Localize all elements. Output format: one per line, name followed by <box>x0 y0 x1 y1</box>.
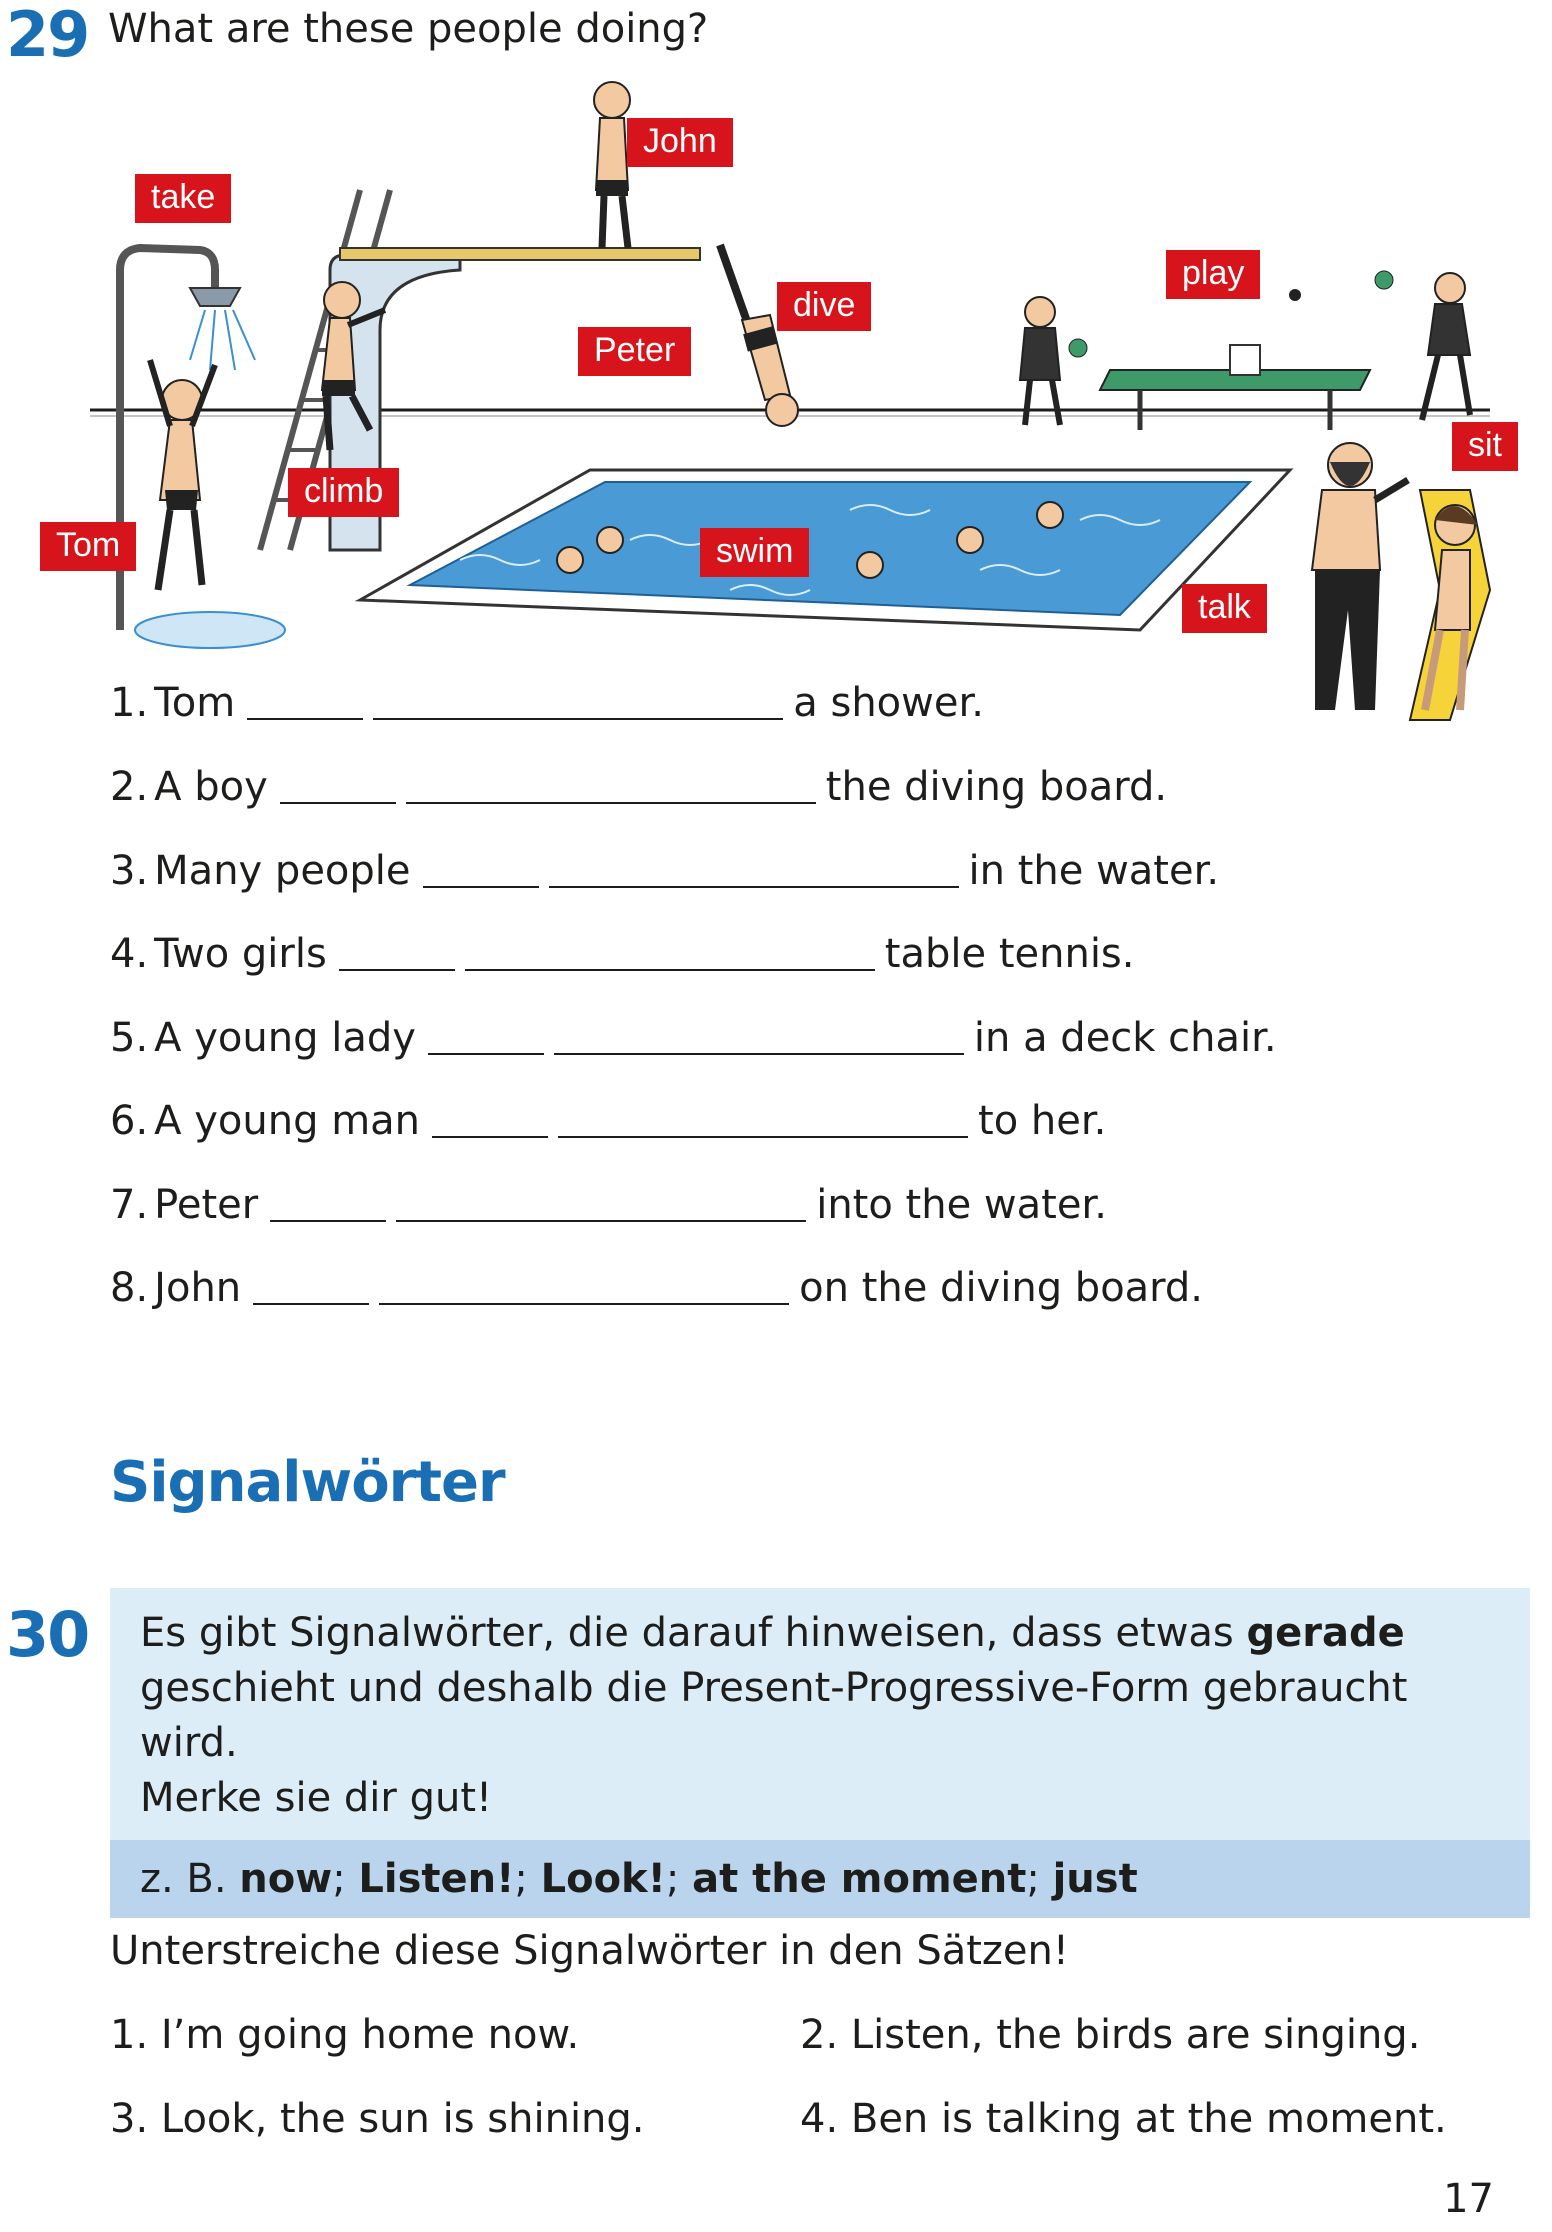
sentence-end: to her. <box>978 1098 1107 1144</box>
practice-sentence[interactable]: 2. Listen, the birds are singing. <box>800 2012 1421 2058</box>
answer-blank-short[interactable] <box>423 852 539 888</box>
signal-word: just <box>1052 1856 1138 1902</box>
info-box-examples <box>110 1840 1530 1918</box>
sentence-end: into the water. <box>816 1182 1107 1228</box>
instruction-text: Unterstreiche diese Signalwörter in den Sätzen! <box>110 1928 1069 1974</box>
sentence-number: 5. <box>110 1015 149 1061</box>
sentence-row <box>110 1182 1107 1228</box>
peter-figure <box>720 245 798 426</box>
page-number: 17 <box>1443 2176 1494 2222</box>
answer-blank-short[interactable] <box>253 1269 369 1305</box>
label-talk: talk <box>1182 584 1267 633</box>
signal-word: now <box>239 1856 333 1902</box>
sentence-number: 6. <box>110 1098 149 1144</box>
sentence-number: 1. <box>110 680 149 726</box>
young-man-figure <box>1312 443 1408 710</box>
answer-blank-long[interactable] <box>379 1269 789 1305</box>
signal-word: at the moment <box>692 1856 1027 1902</box>
exercise-29-number: 29 <box>6 0 89 71</box>
sentence-row <box>110 1265 1203 1311</box>
sentence-end: in the water. <box>968 848 1220 894</box>
sentence-end: in a deck chair. <box>973 1015 1277 1061</box>
sentence-start: Peter <box>154 1182 259 1228</box>
answer-blank-short[interactable] <box>428 1019 544 1055</box>
pool-scene-drawing <box>30 70 1530 750</box>
label-peter: Peter <box>578 327 691 376</box>
label-swim: swim <box>700 528 809 577</box>
sentence-end: table tennis. <box>884 931 1135 977</box>
answer-blank-short[interactable] <box>280 768 396 804</box>
sentence-number: 2. <box>110 764 149 810</box>
sentence-start: A young lady <box>154 1015 416 1061</box>
answer-blank-long[interactable] <box>406 768 816 804</box>
label-dive: dive <box>777 282 871 331</box>
answer-blank-long[interactable] <box>465 935 875 971</box>
separator: ; <box>1026 1856 1053 1902</box>
sentence-number: 3. <box>110 848 149 894</box>
info-bold-word: gerade <box>1246 1610 1405 1656</box>
sentence-end: a shower. <box>793 680 984 726</box>
answer-blank-long[interactable] <box>554 1019 964 1055</box>
sentence-start: Tom <box>154 680 236 726</box>
info-box-text <box>110 1588 1530 1840</box>
practice-sentence[interactable]: 3. Look, the sun is shining. <box>110 2096 645 2142</box>
answer-blank-short[interactable] <box>270 1186 386 1222</box>
answer-blank-short[interactable] <box>432 1102 548 1138</box>
sentence-start: Two girls <box>154 931 327 977</box>
sentence-row <box>110 764 1167 810</box>
answer-blank-short[interactable] <box>247 684 363 720</box>
signal-word: Listen! <box>358 1856 515 1902</box>
tom-figure <box>150 360 215 590</box>
practice-sentence[interactable]: 4. Ben is talking at the moment. <box>800 2096 1447 2142</box>
separator: ; <box>514 1856 541 1902</box>
info-box <box>110 1588 1530 1918</box>
sentence-start: John <box>154 1265 242 1311</box>
example-prefix: z. B. <box>140 1856 240 1902</box>
deck-chair-drawing <box>1410 490 1490 720</box>
exercise-30-number: 30 <box>6 1598 89 1671</box>
sentence-number: 4. <box>110 931 149 977</box>
label-take: take <box>135 174 231 223</box>
sentence-end: the diving board. <box>825 764 1168 810</box>
sentence-start: A young man <box>154 1098 421 1144</box>
answer-blank-long[interactable] <box>558 1102 968 1138</box>
sentence-row <box>110 1098 1106 1144</box>
answer-blank-long[interactable] <box>373 684 783 720</box>
info-line-c: Merke sie dir gut! <box>140 1775 493 1821</box>
sentence-start: Many people <box>154 848 411 894</box>
sentence-number: 8. <box>110 1265 149 1311</box>
practice-sentence[interactable]: 1. I’m going home now. <box>110 2012 580 2058</box>
separator: ; <box>665 1856 693 1902</box>
pool-drawing <box>360 470 1290 630</box>
shower-drawing <box>120 248 285 648</box>
info-line-a: Es gibt Signalwörter, die darauf hinweisen, dass etwas <box>140 1610 1247 1656</box>
sentence-row <box>110 1015 1277 1061</box>
sentence-number: 7. <box>110 1182 149 1228</box>
section-heading: Signalwörter <box>110 1450 505 1515</box>
sentence-row <box>110 931 1134 977</box>
label-sit: sit <box>1452 422 1518 471</box>
pool-illustration <box>30 70 1530 750</box>
label-john: John <box>627 118 733 167</box>
label-tom: Tom <box>40 522 136 571</box>
info-line-b: geschieht und deshalb die Present-Progressive-Form gebraucht wird. <box>140 1665 1408 1766</box>
label-play: play <box>1166 250 1260 299</box>
answer-blank-long[interactable] <box>396 1186 806 1222</box>
separator: ; <box>332 1856 359 1902</box>
answer-blank-long[interactable] <box>549 852 959 888</box>
sentence-row <box>110 848 1219 894</box>
signal-word: Look! <box>540 1856 666 1902</box>
exercise-29-prompt: What are these people doing? <box>108 6 709 52</box>
answer-blank-short[interactable] <box>339 935 455 971</box>
john-figure <box>594 82 630 248</box>
label-climb: climb <box>288 468 399 517</box>
sentence-row <box>110 680 984 726</box>
sentence-end: on the diving board. <box>799 1265 1204 1311</box>
sentence-start: A boy <box>154 764 268 810</box>
